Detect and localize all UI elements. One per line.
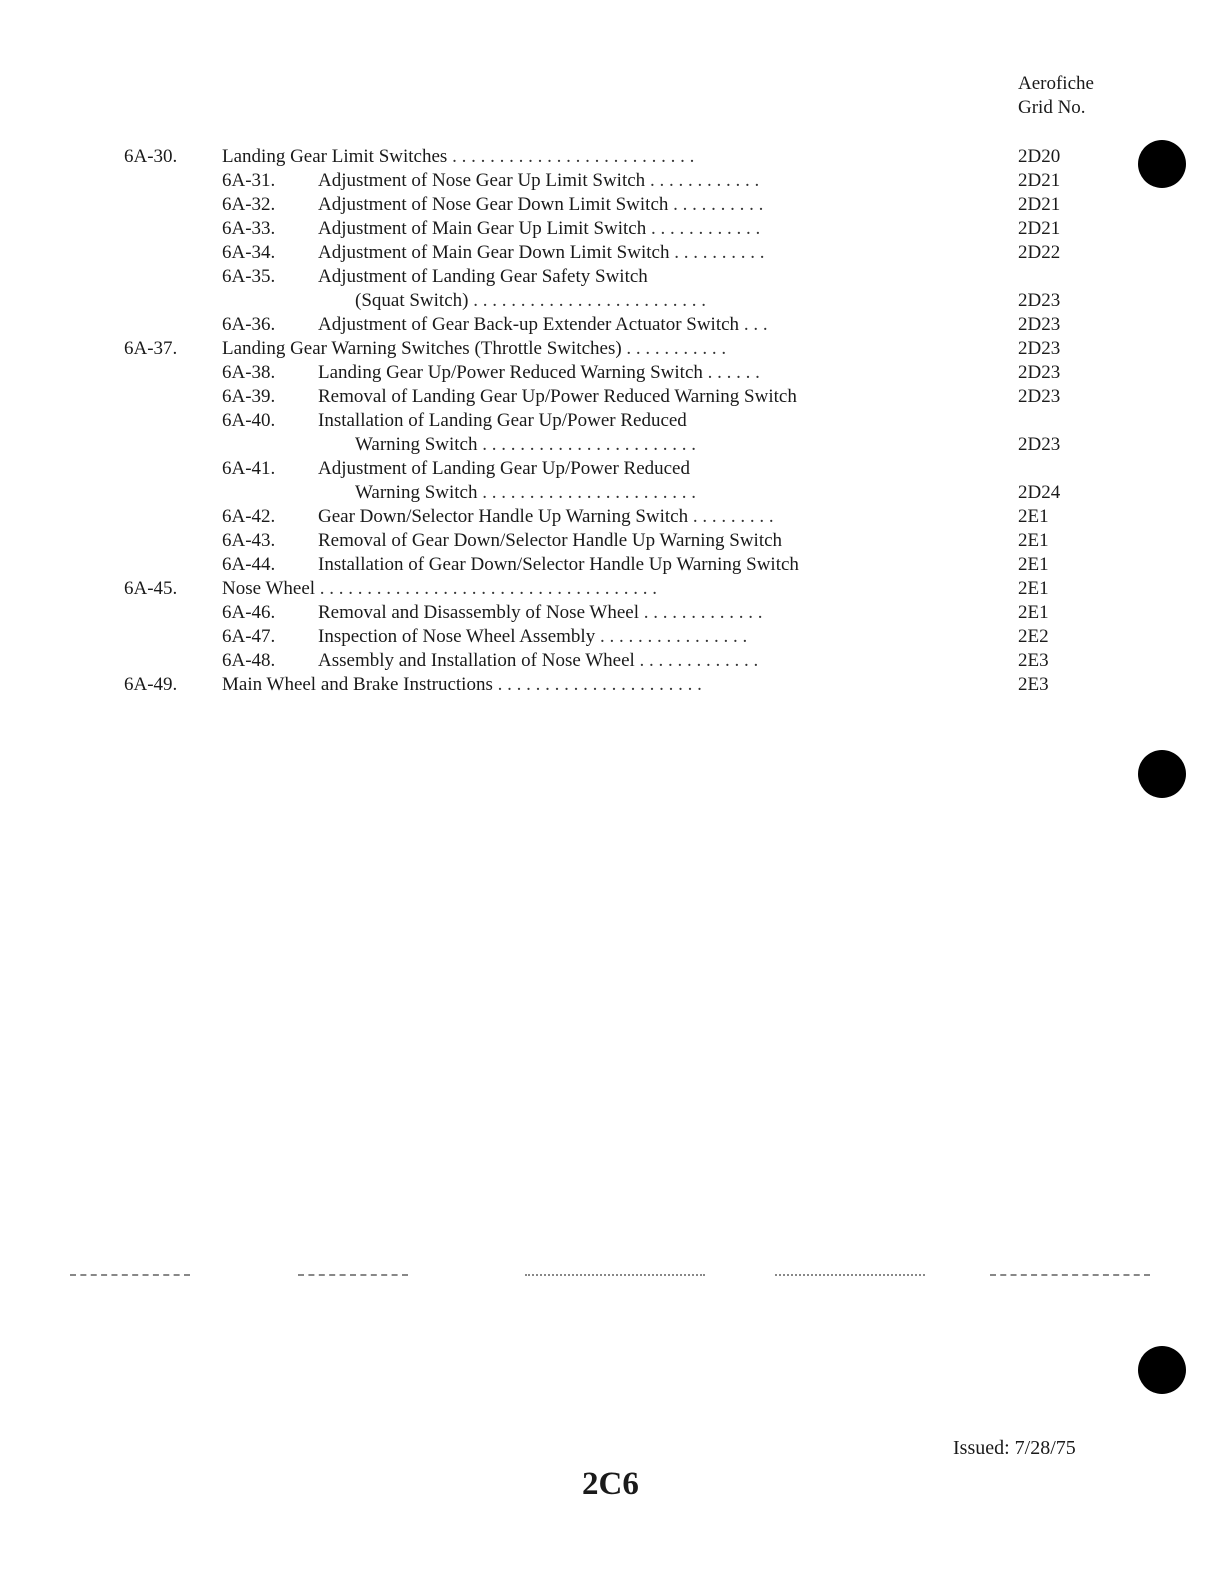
punch-hole-bottom [1138,1346,1186,1394]
entry-grid-no: 2D23 [1018,386,1061,407]
entry-grid-no: 2D24 [1018,482,1061,503]
entry-number: 6A-49. [124,674,178,695]
entry-number: 6A-32. [222,194,276,215]
entry-number: 6A-35. [222,266,276,287]
entry-title: Assembly and Installation of Nose Wheel . . . . . . . . . . . . . [318,650,759,671]
toc-entry-6a-40 [0,409,1226,433]
toc-entry-6a-34 [0,241,1226,265]
grid-column-header [1018,72,1094,120]
entry-title: Inspection of Nose Wheel Assembly . . . . . . . . . . . . . . . . [318,626,748,647]
entry-grid-no: 2E2 [1018,626,1049,647]
entry-grid-no: 2D23 [1018,314,1061,335]
entry-grid-no: 2E1 [1018,530,1049,551]
entry-title: Removal of Gear Down/Selector Handle Up Warning Switch [318,530,783,551]
entry-number: 6A-30. [124,146,178,167]
entry-title: Adjustment of Landing Gear Safety Switch [318,266,648,287]
toc-entry-6a-37 [0,337,1226,361]
entry-grid-no: 2D21 [1018,194,1061,215]
entry-number: 6A-44. [222,554,276,575]
scan-artifact-line [298,1274,408,1276]
entry-title: Removal of Landing Gear Up/Power Reduced Warning Switch [318,386,797,407]
scan-artifact-line [990,1274,1150,1276]
toc-entry-6a-39 [0,385,1226,409]
entry-number: 6A-37. [124,338,178,359]
fiche-page-id: 2C6 [582,1466,639,1502]
entry-title: Gear Down/Selector Handle Up Warning Switch . . . . . . . . . [318,506,774,527]
entry-number: 6A-40. [222,410,276,431]
entry-title: Installation of Landing Gear Up/Power Reduced [318,410,687,431]
entry-number: 6A-42. [222,506,276,527]
entry-grid-no: 2D23 [1018,434,1061,455]
entry-grid-no: 2E1 [1018,506,1049,527]
entry-title: Landing Gear Warning Switches (Throttle Switches) . . . . . . . . . . . [222,338,727,359]
toc-entry-6a-42 [0,505,1226,529]
toc-entry-6a-44 [0,553,1226,577]
entry-grid-no: 2D23 [1018,290,1061,311]
toc-entry-6a-48 [0,649,1226,673]
entry-grid-no: 2E3 [1018,650,1049,671]
entry-title: Landing Gear Limit Switches . . . . . . . . . . . . . . . . . . . . . . . . . . [222,146,695,167]
header-aerofiche: Aerofiche [1018,73,1094,94]
toc-entry-6a-33 [0,217,1226,241]
toc-entry-6a-45 [0,577,1226,601]
toc-entry-6a-36 [0,313,1226,337]
entry-number: 6A-48. [222,650,276,671]
toc-entry-6a-32 [0,193,1226,217]
toc-entry-6a-40-continued [0,433,1226,457]
toc-entry-6a-38 [0,361,1226,385]
entry-number: 6A-47. [222,626,276,647]
header-grid-no: Grid No. [1018,97,1086,118]
toc-entry-6a-31 [0,169,1226,193]
entry-number: 6A-31. [222,170,276,191]
entry-grid-no: 2E1 [1018,602,1049,623]
entry-title: Warning Switch . . . . . . . . . . . . . . . . . . . . . . . [355,434,696,455]
table-of-contents [0,145,1226,697]
entry-title: Installation of Gear Down/Selector Handle Up Warning Switch [318,554,799,575]
entry-number: 6A-45. [124,578,178,599]
entry-number: 6A-43. [222,530,276,551]
entry-number: 6A-46. [222,602,276,623]
entry-title: Adjustment of Landing Gear Up/Power Reduced [318,458,690,479]
toc-entry-6a-35 [0,265,1226,289]
entry-grid-no: 2D22 [1018,242,1061,263]
punch-hole-middle [1138,750,1186,798]
entry-title: (Squat Switch) . . . . . . . . . . . . . . . . . . . . . . . . . [355,290,706,311]
entry-number: 6A-36. [222,314,276,335]
toc-entry-6a-41 [0,457,1226,481]
entry-title: Adjustment of Main Gear Up Limit Switch . . . . . . . . . . . . [318,218,761,239]
entry-grid-no: 2E1 [1018,578,1049,599]
entry-grid-no: 2D23 [1018,362,1061,383]
entry-title: Nose Wheel . . . . . . . . . . . . . . . . . . . . . . . . . . . . . . . . . . . . [222,578,658,599]
toc-entry-6a-47 [0,625,1226,649]
toc-entry-6a-43 [0,529,1226,553]
entry-grid-no: 2E3 [1018,674,1049,695]
entry-grid-no: 2D23 [1018,338,1061,359]
entry-title: Adjustment of Nose Gear Up Limit Switch . . . . . . . . . . . . [318,170,760,191]
toc-entry-6a-30 [0,145,1226,169]
scan-artifact-line [775,1274,925,1276]
toc-entry-6a-46 [0,601,1226,625]
entry-title: Adjustment of Nose Gear Down Limit Switch . . . . . . . . . . [318,194,764,215]
toc-entry-6a-49 [0,673,1226,697]
entry-title: Removal and Disassembly of Nose Wheel . . . . . . . . . . . . . [318,602,763,623]
entry-title: Warning Switch . . . . . . . . . . . . . . . . . . . . . . . [355,482,696,503]
entry-number: 6A-38. [222,362,276,383]
toc-entry-6a-41-continued [0,481,1226,505]
entry-grid-no: 2D21 [1018,170,1061,191]
issued-date: Issued: 7/28/75 [953,1437,1076,1459]
punch-hole-top [1138,140,1186,188]
scan-artifact-line [70,1274,190,1276]
entry-title: Landing Gear Up/Power Reduced Warning Switch . . . . . . [318,362,760,383]
entry-number: 6A-33. [222,218,276,239]
entry-title: Main Wheel and Brake Instructions . . . . . . . . . . . . . . . . . . . . . . [222,674,702,695]
entry-grid-no: 2E1 [1018,554,1049,575]
entry-grid-no: 2D20 [1018,146,1061,167]
entry-title: Adjustment of Main Gear Down Limit Switch . . . . . . . . . . [318,242,765,263]
entry-number: 6A-41. [222,458,276,479]
entry-title: Adjustment of Gear Back-up Extender Actuator Switch . . . [318,314,768,335]
entry-grid-no: 2D21 [1018,218,1061,239]
toc-entry-6a-35-continued [0,289,1226,313]
entry-number: 6A-39. [222,386,276,407]
entry-number: 6A-34. [222,242,276,263]
scan-artifact-line [525,1274,705,1276]
